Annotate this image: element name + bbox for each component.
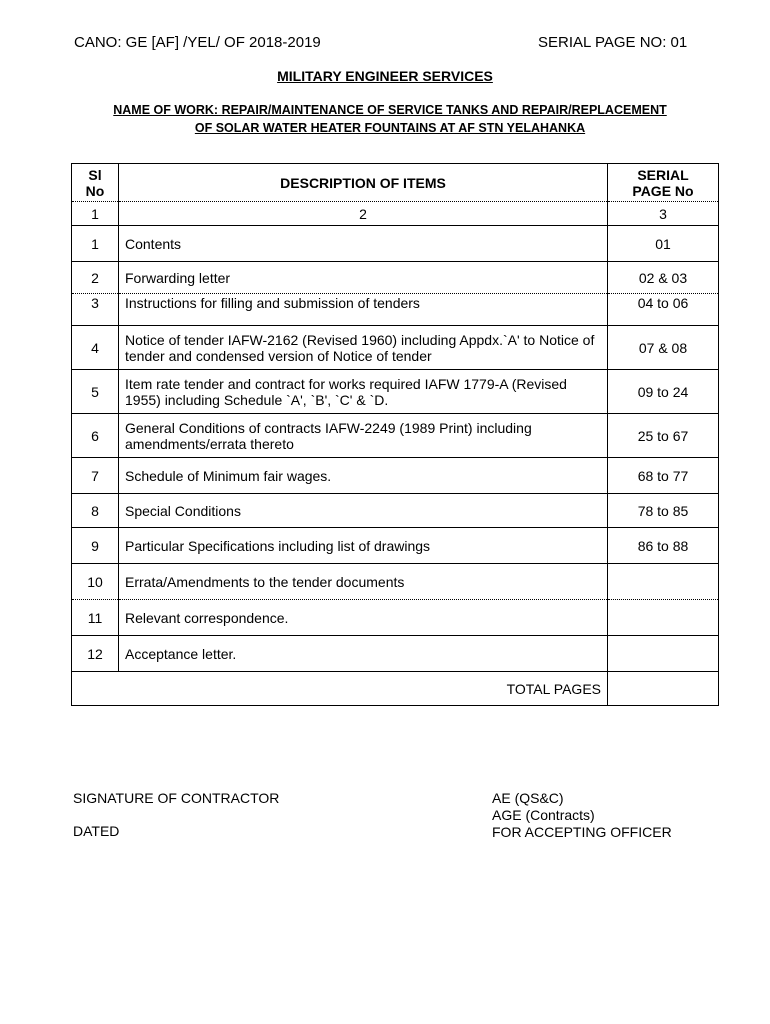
cano-reference: CANO: GE [AF] /YEL/ OF 2018-2019	[74, 34, 321, 51]
table-row	[72, 370, 719, 414]
row-description: Special Conditions	[119, 494, 608, 528]
row-number: 12	[72, 636, 119, 672]
contractor-signature-label: SIGNATURE OF CONTRACTOR	[73, 790, 280, 806]
table-row	[72, 528, 719, 564]
row-number: 2	[72, 262, 119, 294]
column-number: 2	[119, 202, 608, 226]
accepting-officer-block	[492, 790, 672, 841]
column-number: 3	[608, 202, 719, 226]
table-row	[72, 262, 719, 294]
row-number: 7	[72, 458, 119, 494]
table-row	[72, 294, 719, 326]
name-of-work	[60, 101, 720, 137]
serial-page-number: SERIAL PAGE NO: 01	[538, 34, 688, 51]
row-description: Item rate tender and contract for works required IAFW 1779-A (Revised 1955) including Schedule `A', `B', `C' & `D.	[119, 370, 608, 414]
organization-title: MILITARY ENGINEER SERVICES	[277, 68, 493, 84]
row-description: Instructions for filling and submission of tenders	[119, 294, 608, 326]
column-number: 1	[72, 202, 119, 226]
header-sl-no: Sl No	[72, 164, 119, 202]
row-number: 6	[72, 414, 119, 458]
row-number: 3	[72, 294, 119, 326]
table-header-row	[72, 164, 719, 202]
header-description: DESCRIPTION OF ITEMS	[119, 164, 608, 202]
row-description: Relevant correspondence.	[119, 600, 608, 636]
dated-label: DATED	[73, 823, 120, 839]
row-description: Notice of tender IAFW-2162 (Revised 1960) including Appdx.`A' to Notice of tender and condensed version of Notice of tender	[119, 326, 608, 370]
column-number-row	[72, 202, 719, 226]
name-of-work-line2: OF SOLAR WATER HEATER FOUNTAINS AT AF STN YELAHANKA	[194, 121, 586, 135]
total-row	[72, 672, 719, 706]
row-pages: 78 to 85	[608, 494, 719, 528]
table-row	[72, 226, 719, 262]
row-pages: 02 & 03	[608, 262, 719, 294]
row-number: 8	[72, 494, 119, 528]
row-number: 11	[72, 600, 119, 636]
row-pages	[608, 636, 719, 672]
row-pages: 68 to 77	[608, 458, 719, 494]
row-description: Contents	[119, 226, 608, 262]
row-description: Particular Specifications including list of drawings	[119, 528, 608, 564]
contents-table	[71, 163, 719, 706]
table-row	[72, 636, 719, 672]
row-pages: 09 to 24	[608, 370, 719, 414]
officer-line2: AGE (Contracts)	[492, 807, 595, 823]
row-description: Forwarding letter	[119, 262, 608, 294]
officer-line3: FOR ACCEPTING OFFICER	[492, 824, 672, 840]
total-pages-value	[608, 672, 719, 706]
row-description: Schedule of Minimum fair wages.	[119, 458, 608, 494]
row-pages: 07 & 08	[608, 326, 719, 370]
row-description: General Conditions of contracts IAFW-2249 (1989 Print) including amendments/errata thereto	[119, 414, 608, 458]
table-row	[72, 600, 719, 636]
row-pages	[608, 564, 719, 600]
table-row	[72, 326, 719, 370]
row-pages: 04 to 06	[608, 294, 719, 326]
row-description: Errata/Amendments to the tender documents	[119, 564, 608, 600]
row-number: 9	[72, 528, 119, 564]
row-number: 5	[72, 370, 119, 414]
row-number: 4	[72, 326, 119, 370]
table-row	[72, 414, 719, 458]
header-serial-page: SERIAL PAGE No	[608, 164, 719, 202]
row-number: 1	[72, 226, 119, 262]
row-pages: 25 to 67	[608, 414, 719, 458]
row-pages: 01	[608, 226, 719, 262]
row-number: 10	[72, 564, 119, 600]
table-row	[72, 458, 719, 494]
table-row	[72, 564, 719, 600]
officer-line1: AE (QS&C)	[492, 790, 564, 806]
row-description: Acceptance letter.	[119, 636, 608, 672]
total-pages-label: TOTAL PAGES	[72, 672, 608, 706]
row-pages: 86 to 88	[608, 528, 719, 564]
table-row	[72, 494, 719, 528]
row-pages	[608, 600, 719, 636]
name-of-work-line1: NAME OF WORK: REPAIR/MAINTENANCE OF SERVICE TANKS AND REPAIR/REPLACEMENT	[113, 103, 667, 117]
